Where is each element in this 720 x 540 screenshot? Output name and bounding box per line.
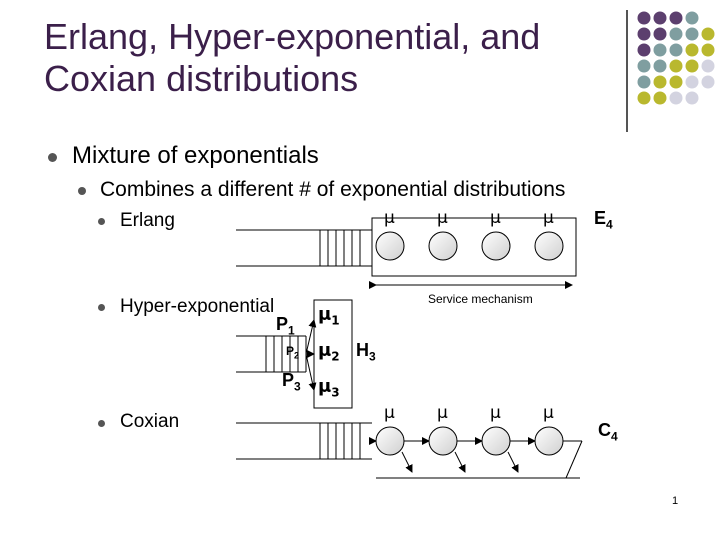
- hyper-queue: [236, 320, 314, 390]
- erlang-label: $E_4$: [594, 208, 613, 232]
- hyper-mu2-label: $\mu_2$: [318, 340, 340, 364]
- erlang-mu-2: μ: [437, 208, 448, 228]
- coxian-mu-4: μ: [543, 403, 554, 423]
- coxian-phase-4: [535, 427, 563, 455]
- hyper-p3-label: $P_3$: [282, 370, 301, 394]
- hyper-label: $H_3$: [356, 340, 376, 364]
- erlang-mu-1: μ: [384, 208, 395, 228]
- coxian-phase-1: [376, 427, 404, 455]
- coxian-mu-2: μ: [437, 403, 448, 423]
- coxian-phase-3: [482, 427, 510, 455]
- title-line-1: Erlang, Hyper-exponential, and: [44, 16, 541, 57]
- erlang-phase-4: [535, 232, 563, 260]
- erlang-mu-3: μ: [490, 208, 501, 228]
- hyper-p1-label: $P_1$: [276, 314, 295, 338]
- page-number: 1: [672, 495, 679, 507]
- erlang-queue: [236, 230, 372, 266]
- item-hyper-exponential: Hyper-exponential: [120, 296, 275, 317]
- service-mechanism-label: Service mechanism: [428, 292, 533, 306]
- bullet-combines: Combines a different # of exponential distributions: [100, 178, 566, 201]
- item-coxian: Coxian: [120, 411, 180, 432]
- erlang-phase-3: [482, 232, 510, 260]
- hyper-p2-label: $P_2$: [286, 344, 300, 361]
- item-erlang: Erlang: [120, 210, 175, 231]
- erlang-phase-2: [429, 232, 457, 260]
- coxian-queue: [236, 423, 582, 478]
- erlang-phase-1: [376, 232, 404, 260]
- coxian-mu-1: μ: [384, 403, 395, 423]
- hyper-mu3-label: $\mu_3$: [318, 376, 340, 400]
- erlang-phases: [376, 232, 563, 260]
- title-line-2: Coxian distributions: [44, 58, 359, 99]
- coxian-phase-2: [429, 427, 457, 455]
- erlang-mu-4: μ: [543, 208, 554, 228]
- coxian-label: $C_4$: [598, 420, 618, 444]
- coxian-mu-3: μ: [490, 403, 501, 423]
- hyper-mu1-label: $\mu_1$: [318, 304, 340, 328]
- bullet-mixture: Mixture of exponentials: [72, 142, 319, 169]
